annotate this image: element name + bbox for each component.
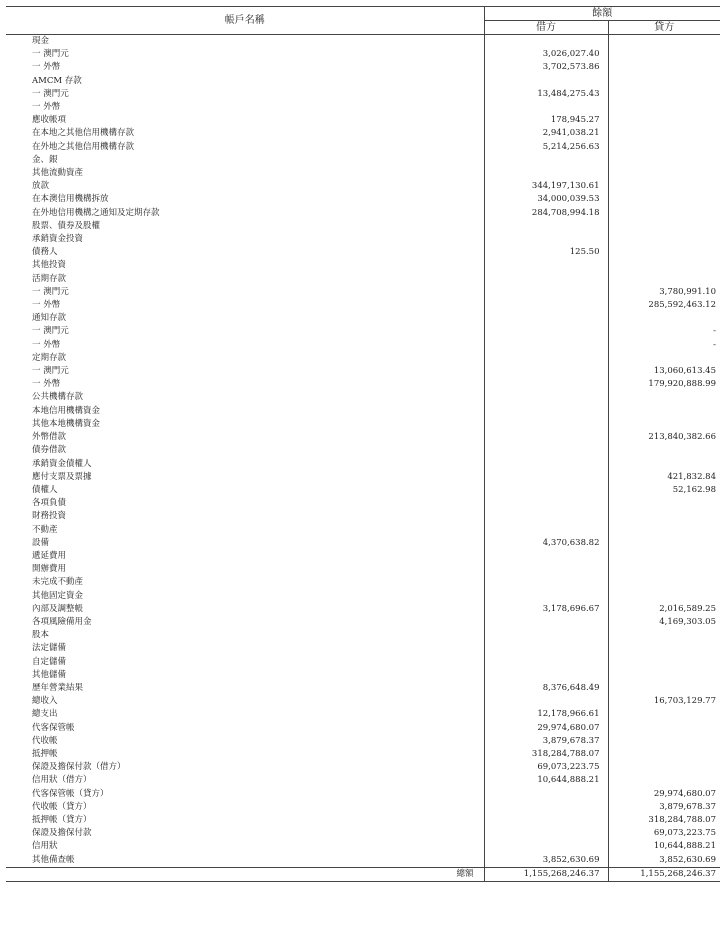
table-body — [6, 35, 720, 868]
debit-cell: 3,879,678.37 — [484, 735, 608, 748]
debit-cell — [484, 814, 608, 827]
table-row — [6, 735, 720, 748]
table-row — [6, 101, 720, 114]
table-row — [6, 365, 720, 378]
account-name-cell: 股票、債券及股權 — [32, 220, 101, 231]
table-row — [6, 484, 720, 497]
account-name-cell: 保證及擔保付款（借方） — [32, 762, 126, 773]
table-row — [6, 207, 720, 220]
debit-cell: 13,484,275.43 — [484, 88, 608, 101]
table-row — [6, 391, 720, 404]
account-name-cell: 一 澳門元 — [32, 88, 69, 99]
debit-header: 借方 — [484, 21, 608, 35]
debit-cell — [484, 524, 608, 537]
table-row — [6, 88, 720, 101]
account-name-cell: 其他本地機構資金 — [32, 418, 101, 429]
account-name-cell: 代收帳（貸方） — [32, 801, 92, 812]
account-name-cell: 設備 — [32, 537, 50, 548]
credit-cell — [608, 312, 720, 325]
account-name-cell: 抵押帳（貸方） — [32, 814, 92, 825]
table-row — [6, 642, 720, 655]
debit-cell: 34,000,039.53 — [484, 193, 608, 206]
debit-cell: 3,026,027.40 — [484, 48, 608, 61]
credit-cell: - — [608, 339, 720, 352]
credit-cell — [608, 193, 720, 206]
debit-cell — [484, 431, 608, 444]
credit-cell — [608, 774, 720, 787]
table-row — [6, 510, 720, 523]
debit-cell — [484, 339, 608, 352]
credit-cell — [608, 642, 720, 655]
debit-cell: 344,197,130.61 — [484, 180, 608, 193]
debit-cell — [484, 233, 608, 246]
table-row — [6, 471, 720, 484]
debit-cell — [484, 154, 608, 167]
debit-cell — [484, 273, 608, 286]
account-name-cell: AMCM 存款 — [32, 75, 82, 86]
table-row — [6, 180, 720, 193]
account-name-cell: 法定儲備 — [32, 643, 67, 654]
credit-cell: - — [608, 325, 720, 338]
debit-cell — [484, 75, 608, 88]
account-name-cell: 在外地信用機構之通知及定期存款 — [32, 207, 160, 218]
account-name-cell: 其他備查帳 — [32, 854, 75, 865]
credit-cell — [608, 458, 720, 471]
account-name-cell: 信用狀（借方） — [32, 775, 92, 786]
table-row — [6, 788, 720, 801]
debit-cell — [484, 378, 608, 391]
credit-cell — [608, 576, 720, 589]
credit-cell — [608, 629, 720, 642]
account-name-cell: 在外地之其他信用機構存款 — [32, 141, 135, 152]
credit-cell — [608, 708, 720, 721]
account-name-cell: 一 外幣 — [32, 379, 61, 390]
credit-cell — [608, 735, 720, 748]
table-row — [6, 748, 720, 761]
credit-cell — [608, 75, 720, 88]
credit-cell — [608, 167, 720, 180]
credit-cell — [608, 590, 720, 603]
table-row — [6, 695, 720, 708]
table-row — [6, 840, 720, 853]
account-name-cell: 其他流動資產 — [32, 168, 84, 179]
debit-cell — [484, 352, 608, 365]
credit-cell — [608, 61, 720, 74]
account-name-cell: 不動產 — [32, 524, 58, 535]
table-row — [6, 801, 720, 814]
credit-cell: 52,162.98 — [608, 484, 720, 497]
credit-cell: 3,879,678.37 — [608, 801, 720, 814]
table-row — [6, 233, 720, 246]
table-row — [6, 246, 720, 259]
debit-cell: 5,214,256.63 — [484, 141, 608, 154]
table-row — [6, 339, 720, 352]
debit-cell: 29,974,680.07 — [484, 722, 608, 735]
credit-cell — [608, 88, 720, 101]
table-row — [6, 286, 720, 299]
account-name-cell: 代客保管帳（貸方） — [32, 788, 109, 799]
credit-cell: 3,852,630.69 — [608, 854, 720, 868]
account-name-cell: 總收入 — [32, 696, 58, 707]
account-name-cell: 一 澳門元 — [32, 366, 69, 377]
debit-cell — [484, 801, 608, 814]
table-header — [6, 7, 720, 35]
debit-cell: 125.50 — [484, 246, 608, 259]
credit-cell — [608, 154, 720, 167]
table-row — [6, 127, 720, 140]
table-row — [6, 273, 720, 286]
debit-cell — [484, 471, 608, 484]
table-row — [6, 220, 720, 233]
table-row — [6, 708, 720, 721]
debit-cell — [484, 510, 608, 523]
table-row — [6, 405, 720, 418]
debit-cell — [484, 391, 608, 404]
account-name-cell: 本地信用機構資金 — [32, 405, 101, 416]
credit-cell — [608, 497, 720, 510]
account-name-cell: 應付支票及票據 — [32, 471, 92, 482]
table-row — [6, 722, 720, 735]
account-name-cell: 內部及調整帳 — [32, 603, 84, 614]
account-name-cell: 通知存款 — [32, 313, 67, 324]
table-row — [6, 854, 720, 868]
credit-cell — [608, 101, 720, 114]
credit-cell: 16,703,129.77 — [608, 695, 720, 708]
table-row — [6, 154, 720, 167]
account-name-cell: 活期存款 — [32, 273, 67, 284]
account-name-cell: 金、銀 — [32, 154, 58, 165]
account-name-cell: 各項風險備用金 — [32, 616, 92, 627]
total-debit: 1,155,268,246.37 — [484, 867, 608, 881]
table-row — [6, 312, 720, 325]
table-row — [6, 497, 720, 510]
debit-cell — [484, 497, 608, 510]
debit-cell — [484, 458, 608, 471]
debit-cell — [484, 642, 608, 655]
debit-cell — [484, 840, 608, 853]
total-row — [6, 867, 720, 881]
table-row — [6, 616, 720, 629]
debit-cell — [484, 616, 608, 629]
debit-cell: 3,178,696.67 — [484, 603, 608, 616]
debit-cell — [484, 259, 608, 272]
credit-cell — [608, 537, 720, 550]
account-name-cell: 一 外幣 — [32, 339, 61, 350]
debit-cell — [484, 827, 608, 840]
account-name-cell: 一 外幣 — [32, 300, 61, 311]
table-row — [6, 774, 720, 787]
account-name-cell: 承銷資金債權人 — [32, 458, 92, 469]
credit-cell — [608, 48, 720, 61]
debit-cell: 318,284,788.07 — [484, 748, 608, 761]
account-name-cell: 歷年營業結果 — [32, 682, 84, 693]
debit-cell — [484, 35, 608, 49]
debit-cell: 8,376,648.49 — [484, 682, 608, 695]
credit-cell — [608, 524, 720, 537]
account-name-cell: 在本澳信用機構拆放 — [32, 194, 109, 205]
credit-cell: 29,974,680.07 — [608, 788, 720, 801]
table-row — [6, 814, 720, 827]
account-name-cell: 自定儲備 — [32, 656, 67, 667]
credit-cell — [608, 352, 720, 365]
credit-cell: 179,920,888.99 — [608, 378, 720, 391]
credit-cell — [608, 127, 720, 140]
account-name-cell: 一 外幣 — [32, 102, 61, 113]
credit-cell — [608, 656, 720, 669]
table-row — [6, 550, 720, 563]
table-row — [6, 682, 720, 695]
debit-cell — [484, 629, 608, 642]
table-row — [6, 48, 720, 61]
account-name-cell: 債權人 — [32, 484, 58, 495]
account-name-cell: 遞延費用 — [32, 550, 67, 561]
debit-cell — [484, 576, 608, 589]
account-name-cell: 一 澳門元 — [32, 49, 69, 60]
debit-cell — [484, 418, 608, 431]
debit-cell — [484, 365, 608, 378]
credit-cell — [608, 550, 720, 563]
debit-cell — [484, 167, 608, 180]
account-name-cell: 其他投資 — [32, 260, 67, 271]
table-row — [6, 378, 720, 391]
table-row — [6, 563, 720, 576]
credit-cell: 10,644,888.21 — [608, 840, 720, 853]
debit-cell — [484, 669, 608, 682]
debit-cell — [484, 656, 608, 669]
table-row — [6, 669, 720, 682]
account-name-cell: 股本 — [32, 630, 50, 641]
credit-cell — [608, 180, 720, 193]
account-name-cell: 各項負債 — [32, 498, 67, 509]
total-label: 總額 — [6, 867, 484, 881]
credit-cell — [608, 273, 720, 286]
table-row — [6, 458, 720, 471]
account-name-header: 帳戶名稱 — [6, 7, 484, 35]
credit-cell — [608, 259, 720, 272]
credit-cell: 3,780,991.10 — [608, 286, 720, 299]
account-name-cell: 抵押帳 — [32, 748, 58, 759]
trial-balance-table — [6, 6, 720, 882]
debit-cell: 178,945.27 — [484, 114, 608, 127]
credit-cell — [608, 722, 720, 735]
account-name-cell: 債務人 — [32, 247, 58, 258]
table-row — [6, 35, 720, 49]
table-row — [6, 141, 720, 154]
credit-cell: 69,073,223.75 — [608, 827, 720, 840]
credit-cell — [608, 510, 720, 523]
debit-cell — [484, 788, 608, 801]
credit-cell — [608, 418, 720, 431]
account-name-cell: 信用狀 — [32, 841, 58, 852]
debit-cell — [484, 550, 608, 563]
credit-cell — [608, 220, 720, 233]
credit-cell: 213,840,382.66 — [608, 431, 720, 444]
table-row — [6, 656, 720, 669]
credit-cell: 285,592,463.12 — [608, 299, 720, 312]
debit-cell: 3,702,573.86 — [484, 61, 608, 74]
table-row — [6, 114, 720, 127]
table-row — [6, 537, 720, 550]
table-row — [6, 629, 720, 642]
table-row — [6, 590, 720, 603]
credit-cell — [608, 246, 720, 259]
trial-balance-sheet — [6, 6, 720, 882]
debit-cell — [484, 312, 608, 325]
table-row — [6, 75, 720, 88]
credit-cell — [608, 563, 720, 576]
table-row — [6, 576, 720, 589]
debit-cell: 4,370,638.82 — [484, 537, 608, 550]
account-name-cell: 一 澳門元 — [32, 326, 69, 337]
debit-cell — [484, 590, 608, 603]
account-name-cell: 代客保管帳 — [32, 722, 75, 733]
credit-cell: 421,832.84 — [608, 471, 720, 484]
debit-cell — [484, 444, 608, 457]
account-name-cell: 公共機構存款 — [32, 392, 84, 403]
account-name-cell: 現金 — [32, 36, 50, 46]
account-name-cell: 其他固定資金 — [32, 590, 84, 601]
debit-cell: 3,852,630.69 — [484, 854, 608, 868]
table-row — [6, 61, 720, 74]
credit-cell: 2,016,589.25 — [608, 603, 720, 616]
table-row — [6, 761, 720, 774]
table-row — [6, 603, 720, 616]
debit-cell: 69,073,223.75 — [484, 761, 608, 774]
table-row — [6, 193, 720, 206]
table-row — [6, 167, 720, 180]
debit-cell — [484, 220, 608, 233]
table-row — [6, 259, 720, 272]
credit-cell — [608, 141, 720, 154]
credit-header: 貸方 — [608, 21, 720, 35]
credit-cell — [608, 207, 720, 220]
account-name-cell: 放款 — [32, 181, 50, 192]
debit-cell — [484, 101, 608, 114]
account-name-cell: 其他儲備 — [32, 669, 67, 680]
credit-cell — [608, 405, 720, 418]
table-row — [6, 444, 720, 457]
credit-cell — [608, 35, 720, 49]
account-name-cell: 財務投資 — [32, 511, 67, 522]
debit-cell: 10,644,888.21 — [484, 774, 608, 787]
table-row — [6, 827, 720, 840]
credit-cell — [608, 748, 720, 761]
debit-cell — [484, 695, 608, 708]
debit-cell: 12,178,966.61 — [484, 708, 608, 721]
total-credit: 1,155,268,246.37 — [608, 867, 720, 881]
account-name-cell: 代收帳 — [32, 735, 58, 746]
account-name-cell: 在本地之其他信用機構存款 — [32, 128, 135, 139]
table-row — [6, 325, 720, 338]
account-name-cell: 一 澳門元 — [32, 286, 69, 297]
account-name-cell: 一 外幣 — [32, 62, 61, 73]
debit-cell — [484, 299, 608, 312]
table-row — [6, 352, 720, 365]
account-name-cell: 應收帳項 — [32, 115, 67, 126]
debit-cell: 2,941,038.21 — [484, 127, 608, 140]
account-name-cell: 債券借款 — [32, 445, 67, 456]
account-name-cell: 未完成不動產 — [32, 577, 84, 588]
account-name-cell: 總支出 — [32, 709, 58, 720]
account-name-cell: 承銷資金投資 — [32, 234, 84, 245]
account-name-cell: 保證及擔保付款 — [32, 828, 92, 839]
credit-cell — [608, 444, 720, 457]
account-name-cell: 開辦費用 — [32, 564, 67, 575]
table-row — [6, 431, 720, 444]
table-row — [6, 299, 720, 312]
debit-cell — [484, 286, 608, 299]
credit-cell — [608, 669, 720, 682]
credit-cell: 318,284,788.07 — [608, 814, 720, 827]
table-row — [6, 418, 720, 431]
debit-cell — [484, 325, 608, 338]
credit-cell — [608, 761, 720, 774]
debit-cell: 284,708,994.18 — [484, 207, 608, 220]
credit-cell — [608, 391, 720, 404]
credit-cell: 4,169,303.05 — [608, 616, 720, 629]
credit-cell — [608, 682, 720, 695]
debit-cell — [484, 563, 608, 576]
credit-cell — [608, 233, 720, 246]
account-name-cell: 定期存款 — [32, 352, 67, 363]
debit-cell — [484, 484, 608, 497]
balance-header: 餘額 — [484, 7, 720, 21]
credit-cell: 13,060,613.45 — [608, 365, 720, 378]
credit-cell — [608, 114, 720, 127]
account-name-cell: 外幣借款 — [32, 432, 67, 443]
table-row — [6, 524, 720, 537]
debit-cell — [484, 405, 608, 418]
